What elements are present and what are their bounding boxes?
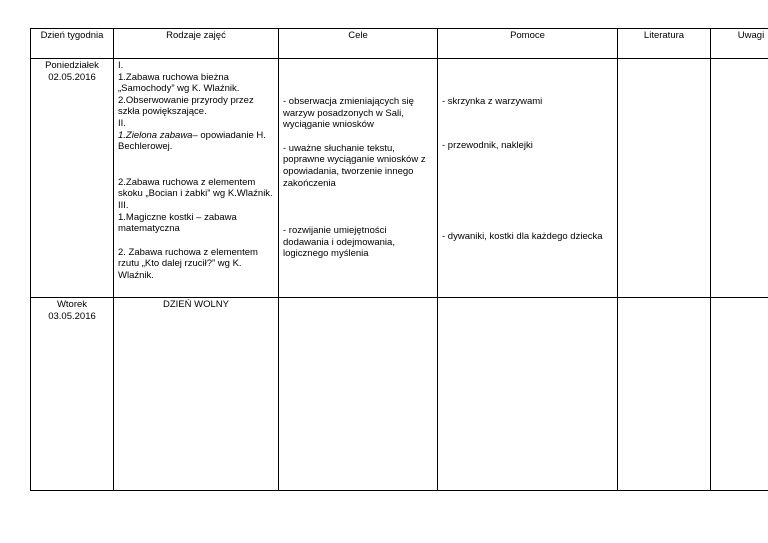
day-name: Wtorek xyxy=(56,299,88,310)
header-aids: Pomoce xyxy=(438,29,618,59)
aid-item: - przewodnik, naklejki xyxy=(442,139,533,151)
part-heading: II. xyxy=(118,117,126,129)
goal-item: - rozwijanie umiejętności dodawania i odejmowania, logicznego myślenia xyxy=(283,225,395,260)
header-remarks: Uwagi xyxy=(711,29,768,59)
activity-item: 2. Zabawa ruchowa z elementem rzutu „Kto dalej rzucił?” wg K. Wlaźnik. xyxy=(118,246,258,281)
day-cell xyxy=(31,59,114,298)
aids-cell xyxy=(438,59,618,298)
aid-item: - skrzynka z warzywami xyxy=(442,96,543,107)
activity-item: 2.Obserwowanie przyrody przez szkła powiększające. xyxy=(118,94,254,118)
activities-cell xyxy=(114,59,279,298)
header-goals: Cele xyxy=(279,29,438,59)
activities-cell xyxy=(114,298,279,491)
activity-item xyxy=(118,130,274,153)
table-row xyxy=(31,298,768,491)
aid-item: - dywaniki, kostki dla każdego dziecka xyxy=(442,231,603,243)
goal-item: - uważne słuchanie tekstu, poprawne wyciąganie wniosków z opowiadania, tworzenie innego zakończenia xyxy=(283,142,426,189)
table-row xyxy=(31,59,768,298)
goal-item: - obserwacja zmieniających się warzyw posadzonych w Sali, wyciąganie wniosków xyxy=(283,96,414,131)
part-heading: I. xyxy=(118,60,124,71)
day-date: 03.05.2016 xyxy=(48,310,96,322)
literature-cell xyxy=(618,298,711,491)
goals-cell xyxy=(279,59,438,298)
day-off-label: DZIEŃ WOLNY xyxy=(163,299,229,310)
goals-cell xyxy=(279,298,438,491)
header-activities: Rodzaje zajęć xyxy=(114,29,279,59)
day-date: 02.05.2016 xyxy=(48,71,96,83)
activity-item: 1.Magiczne kostki – zabawa matematyczna xyxy=(118,211,237,235)
activity-item: 1.Zabawa ruchowa bieżna „Samochody” wg K. Wlaźnik. xyxy=(118,71,240,95)
remarks-cell xyxy=(711,298,768,491)
activity-item: 2.Zabawa ruchowa z elementem skoku „Bocian i żabki” wg K.Wlaźnik. xyxy=(118,176,273,200)
literature-cell xyxy=(618,59,711,298)
header-literature: Literatura xyxy=(618,29,711,59)
activity-detail: – opowiadanie H. Bechlerowej. xyxy=(118,129,266,153)
activity-title: 1.Zielona zabawa xyxy=(118,129,193,141)
header-row xyxy=(31,29,768,59)
part-heading: III. xyxy=(118,199,129,211)
day-name: Poniedziałek xyxy=(45,60,99,71)
day-cell xyxy=(31,298,114,491)
lesson-plan-table xyxy=(30,28,768,491)
aids-cell xyxy=(438,298,618,491)
remarks-cell xyxy=(711,59,768,298)
header-day: Dzień tygodnia xyxy=(31,29,114,59)
